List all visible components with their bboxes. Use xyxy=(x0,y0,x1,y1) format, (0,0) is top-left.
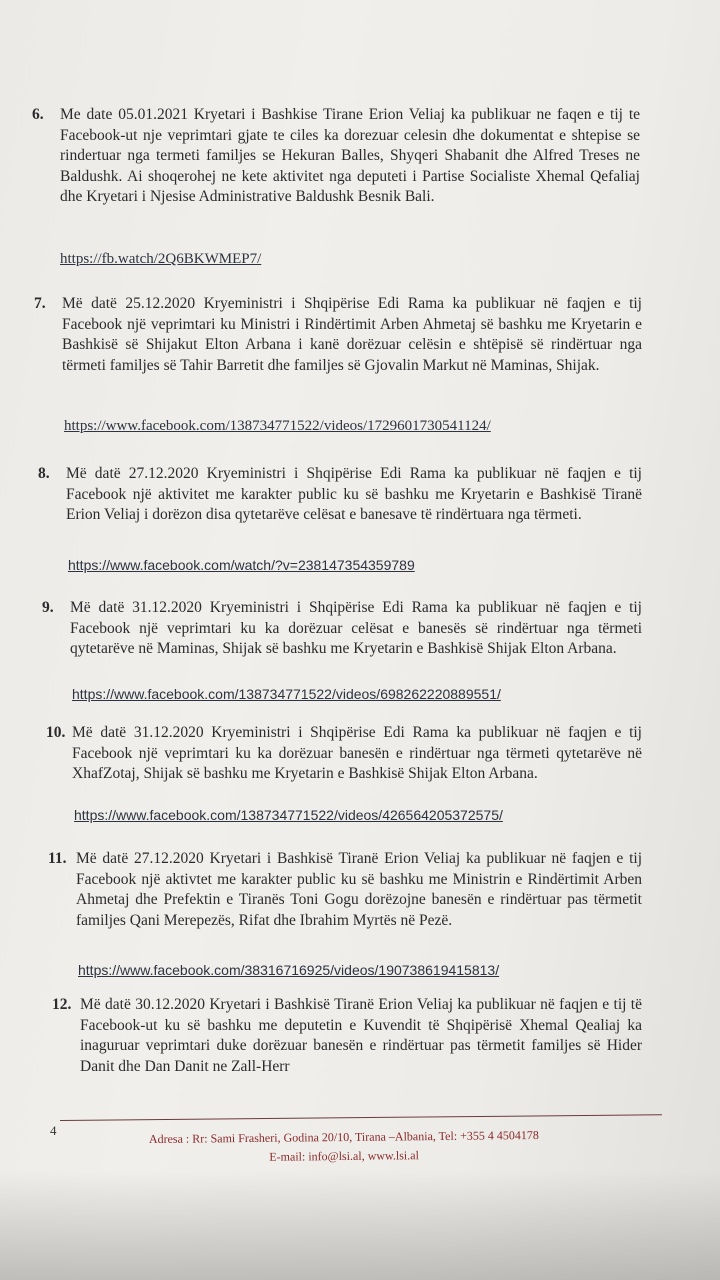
item-text: Më datë 31.12.2020 Kryeministri i Shqipërise Edi Rama ka publikuar në faqjen e tij Facebook një veprimtari ku ka dorëzuar banesën e rindërtuar nga tërmeti qytetarëve në XhafZotaj, Shijak së bashku me Kryetarin e Bashkisë Shijak Elton Arbana. xyxy=(72,724,642,782)
footer-divider xyxy=(60,1114,662,1121)
footer-email: E-mail: info@lsi.al, www.lsi.al xyxy=(269,1148,419,1164)
item-link[interactable]: https://www.facebook.com/138734771522/videos/426564205372575/ xyxy=(74,807,503,823)
item-number: 7. xyxy=(34,295,46,312)
list-item xyxy=(34,294,642,376)
list-item xyxy=(46,723,642,785)
item-link[interactable]: https://www.facebook.com/138734771522/videos/1729601730541124/ xyxy=(64,418,491,434)
list-item xyxy=(48,849,642,931)
item-number: 8. xyxy=(38,465,50,482)
footer-contact xyxy=(84,1125,604,1168)
list-item xyxy=(42,598,642,660)
item-number: 9. xyxy=(42,599,54,616)
item-link[interactable]: https://www.facebook.com/38316716925/videos/190738619415813/ xyxy=(78,962,500,978)
item-text: Më datë 31.12.2020 Kryeministri i Shqipërise Edi Rama ka publikuar në faqjen e tij Facebook një veprimtari ku ka dorëzuar celësat e banesës së rindërtuar nga tërmeti qytetarëve në Maminas, Shijak së bashku me Kryetarin e Bashkisë Shijak Elton Arbana. xyxy=(70,599,642,657)
page-number: 4 xyxy=(50,1123,57,1138)
list-item xyxy=(38,464,642,526)
item-number: 11. xyxy=(48,850,67,867)
item-text: Më datë 30.12.2020 Kryetari i Bashkisë Tiranë Erion Veliaj ka publikuar në faqjen e tij të Facebook-ut ku së bashku me deputetin e Kuvendit të Shqipërisë Xhemal Qealiaj ka inaguruar veprimtari duke dorëzuar banesën e rindërtuar pas tërmetit familjes së Hider Danit dhe Dan Danit ne Zall-Herr xyxy=(80,996,642,1075)
item-number: 6. xyxy=(32,106,44,123)
footer-address: Adresa : Rr: Sami Frasheri, Godina 20/10, Tirana –Albania, Tel: +355 4 4504178 xyxy=(148,1127,539,1147)
list-item xyxy=(32,105,640,208)
item-link[interactable]: https://www.facebook.com/watch/?v=238147354359789 xyxy=(68,557,415,573)
item-text: Me date 05.01.2021 Kryetari i Bashkise Tirane Erion Veliaj ka publikuar ne faqen e tij te Facebook-ut nje veprimtari gjate te ciles ka dorezuar celesin dhe dokumentat e shtepise se rindertuar nga termeti familjes se Hekuran Balles, Shyqeri Shabanit dhe Alfred Treses ne Baldushk. Ai shoqerohej ne kete aktivitet nga deputeti i Partise Socialiste Xhemal Qefaliaj dhe Kryetari i Njesise Administrative Baldushk Besnik Bali. xyxy=(60,106,640,205)
item-text: Më datë 27.12.2020 Kryeministri i Shqipërise Edi Rama ka publikuar në faqjen e tij Facebook një aktivitet me karakter public ku së bashku me Kryetarin e Bashkisë Tiranë Erion Veliaj i dorëzon disa qytetarëve celësat e banesave të rindërtuara nga tërmeti. xyxy=(66,465,642,523)
list-item xyxy=(52,995,642,1077)
item-link[interactable]: https://www.facebook.com/138734771522/videos/698262220889551/ xyxy=(72,686,501,702)
photo-shadow xyxy=(0,1170,720,1280)
item-number: 10. xyxy=(46,724,66,741)
item-number: 12. xyxy=(52,996,72,1013)
item-link[interactable]: https://fb.watch/2Q6BKWMEP7/ xyxy=(60,251,262,267)
item-text: Më datë 25.12.2020 Kryeministri i Shqipërise Edi Rama ka publikuar në faqjen e tij Facebook një veprimtari ku Ministri i Rindërtimit Arben Ahmetaj së bashku me Kryetarin e Bashkisë së Shijakut Elton Arbana i kanë dorëzuar celësin e shtëpisë së rindërtuar nga tërmeti familjes së Tahir Barretit dhe familjes së Gjovalin Markut në Maminas, Shijak. xyxy=(62,295,642,374)
item-text: Më datë 27.12.2020 Kryetari i Bashkisë Tiranë Erion Veliaj ka publikuar në faqjen e tij Facebook një aktivtet me karakter public ku së bashku me Ministrin e Rindërtimit Arben Ahmetaj dhe Prefektin e Tiranës Toni Gogu dorëzojne banesën e rindërtuar pas tërmetit familjes Qani Merepezës, Rifat dhe Ibrahim Myrtës në Pezë. xyxy=(76,850,642,929)
